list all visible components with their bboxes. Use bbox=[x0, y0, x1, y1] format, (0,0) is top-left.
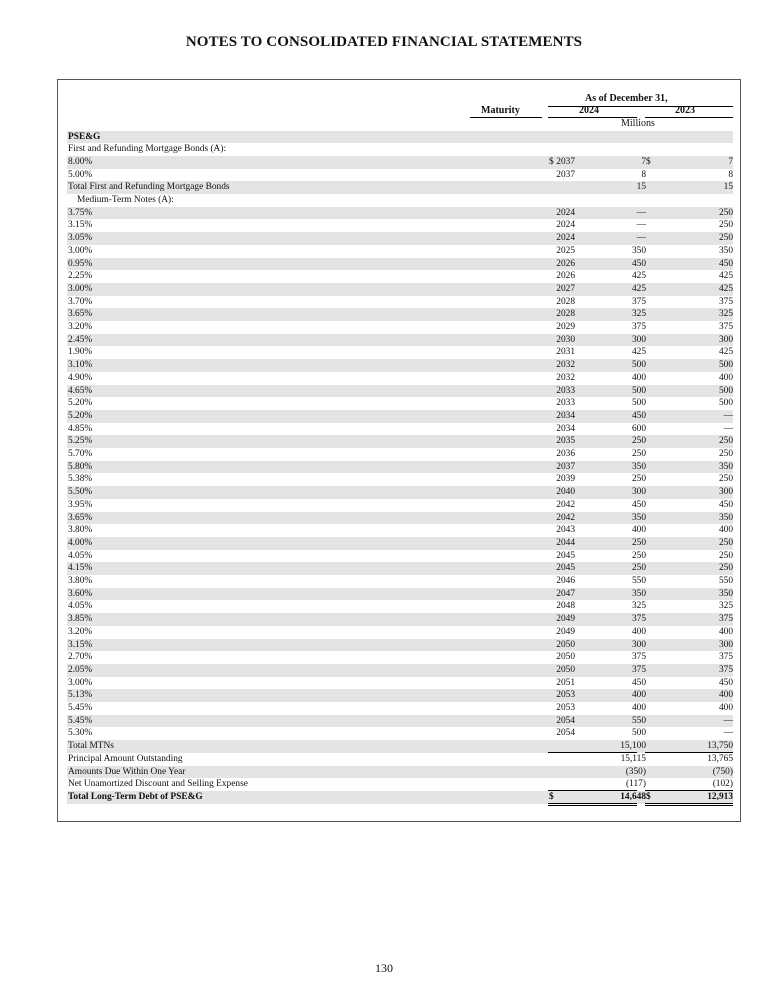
table-row bbox=[67, 181, 733, 194]
value-2023: — bbox=[723, 715, 733, 726]
value-2024: 550 bbox=[631, 576, 646, 586]
table-row bbox=[67, 131, 733, 144]
table-row bbox=[67, 207, 733, 220]
value-2024: — bbox=[636, 233, 646, 244]
row-label: 3.60% bbox=[68, 588, 93, 599]
value-2024: 400 bbox=[631, 372, 646, 383]
table-row bbox=[67, 334, 733, 347]
table-row bbox=[67, 588, 733, 601]
value-2023: 300 bbox=[718, 334, 733, 345]
value-2024: 500 bbox=[631, 385, 646, 396]
table-row bbox=[67, 473, 733, 486]
table-row bbox=[67, 486, 733, 499]
maturity-cell: 2032 bbox=[556, 372, 575, 383]
row-label: 2.45% bbox=[68, 334, 93, 345]
maturity-cell: 2035 bbox=[556, 436, 575, 447]
value-2023: 15 bbox=[723, 182, 733, 193]
value-2023: 325 bbox=[718, 309, 733, 320]
value-2023: — bbox=[723, 728, 733, 739]
double-underline bbox=[645, 803, 733, 806]
maturity-cell: 2042 bbox=[556, 499, 575, 510]
table-row bbox=[67, 575, 733, 588]
header-units: Millions bbox=[621, 118, 655, 129]
value-2024: 15 bbox=[636, 182, 646, 193]
row-label: 5.00% bbox=[68, 169, 93, 180]
row-label: Net Unamortized Discount and Selling Expense bbox=[68, 779, 248, 790]
table-row bbox=[67, 448, 733, 461]
value-2023: 450 bbox=[718, 677, 733, 688]
row-label: 3.75% bbox=[68, 207, 93, 218]
maturity-cell: 2050 bbox=[556, 652, 575, 663]
maturity-cell: 2045 bbox=[556, 563, 575, 574]
table-row bbox=[67, 740, 733, 753]
table-row bbox=[67, 245, 733, 258]
value-2023: 13,765 bbox=[707, 753, 733, 764]
value-2024: 500 bbox=[631, 398, 646, 409]
value-2023: 250 bbox=[718, 537, 733, 548]
row-label: Principal Amount Outstanding bbox=[68, 753, 183, 764]
value-2023: 375 bbox=[718, 614, 733, 625]
header-as-of-rule bbox=[548, 106, 733, 107]
header-maturity-rule bbox=[470, 117, 542, 118]
maturity-cell: 2034 bbox=[556, 423, 575, 434]
row-label: 3.05% bbox=[68, 233, 93, 244]
value-2023: 250 bbox=[718, 233, 733, 244]
value-2023: (102) bbox=[712, 779, 733, 790]
row-label: 3.20% bbox=[68, 322, 93, 332]
row-label: 5.45% bbox=[68, 703, 93, 713]
table-row bbox=[67, 664, 733, 677]
row-label: Total Long-Term Debt of PSE&G bbox=[68, 791, 203, 802]
value-2023: 13,750 bbox=[707, 741, 733, 752]
value-2023: 500 bbox=[718, 385, 733, 396]
table-row bbox=[67, 639, 733, 652]
value-2023: — bbox=[723, 410, 733, 421]
maturity-cell: 2047 bbox=[556, 588, 575, 599]
value-2024: 500 bbox=[631, 360, 646, 371]
row-label: 4.00% bbox=[68, 537, 93, 548]
maturity-cell: 2053 bbox=[556, 703, 575, 713]
row-label: 0.95% bbox=[68, 258, 93, 269]
value-2023: 400 bbox=[718, 690, 733, 701]
row-label: 5.70% bbox=[68, 449, 93, 459]
value-2024: 450 bbox=[631, 258, 646, 269]
row-label: 3.65% bbox=[68, 512, 93, 523]
row-label: 5.13% bbox=[68, 690, 93, 701]
value-2023: 500 bbox=[718, 398, 733, 409]
table-row bbox=[67, 677, 733, 690]
table-row bbox=[67, 715, 733, 728]
maturity-cell: 2046 bbox=[556, 576, 575, 586]
table-row bbox=[67, 778, 733, 791]
table-row bbox=[67, 791, 733, 804]
maturity-cell: 2045 bbox=[556, 550, 575, 561]
value-2023: 250 bbox=[718, 449, 733, 459]
row-label: 3.65% bbox=[68, 309, 93, 320]
row-label: 4.15% bbox=[68, 563, 93, 574]
maturity-cell: 2048 bbox=[556, 601, 575, 612]
value-2024: 250 bbox=[631, 563, 646, 574]
table-row bbox=[67, 397, 733, 410]
table-row bbox=[67, 651, 733, 664]
maturity-cell: 2037 bbox=[556, 461, 575, 472]
value-2023: 500 bbox=[718, 360, 733, 371]
value-2024: 425 bbox=[631, 347, 646, 358]
row-label: 3.00% bbox=[68, 677, 93, 688]
value-2024: 425 bbox=[631, 271, 646, 282]
row-label: 5.80% bbox=[68, 461, 93, 472]
maturity-cell: 2049 bbox=[556, 614, 575, 625]
maturity-cell: 2051 bbox=[556, 677, 575, 688]
value-2023: 375 bbox=[718, 652, 733, 663]
value-2024: 550 bbox=[631, 715, 646, 726]
row-label: First and Refunding Mortgage Bonds (A): bbox=[68, 144, 227, 155]
table-row bbox=[67, 219, 733, 232]
value-2024: 350 bbox=[631, 512, 646, 523]
table-row bbox=[67, 346, 733, 359]
maturity-cell: 2050 bbox=[556, 639, 575, 650]
value-2023: 250 bbox=[718, 220, 733, 231]
value-2024: 400 bbox=[631, 626, 646, 637]
maturity-cell: 2026 bbox=[556, 258, 575, 269]
value-2024: 375 bbox=[631, 322, 646, 332]
value-2024: 400 bbox=[631, 703, 646, 713]
dollar-sign-2024: $ bbox=[549, 156, 554, 167]
table-row bbox=[67, 550, 733, 563]
row-label: 4.05% bbox=[68, 601, 93, 612]
value-2023: 375 bbox=[718, 296, 733, 307]
maturity-cell: 2053 bbox=[556, 690, 575, 701]
maturity-cell: 2050 bbox=[556, 664, 575, 675]
table-row bbox=[67, 512, 733, 525]
maturity-cell: 2028 bbox=[556, 296, 575, 307]
dollar-sign-2023: $ bbox=[646, 156, 651, 167]
row-label: 4.65% bbox=[68, 385, 93, 396]
row-label: 4.90% bbox=[68, 372, 93, 383]
maturity-cell: 2037 bbox=[556, 169, 575, 180]
value-2024: 375 bbox=[631, 664, 646, 675]
table-row bbox=[67, 232, 733, 245]
header-year-2023: 2023 bbox=[675, 105, 695, 116]
value-2023: 450 bbox=[718, 499, 733, 510]
row-label: Medium-Term Notes (A): bbox=[77, 195, 174, 205]
row-label: Total First and Refunding Mortgage Bonds bbox=[68, 182, 230, 193]
value-2023: 450 bbox=[718, 258, 733, 269]
row-label: 4.05% bbox=[68, 550, 93, 561]
value-2024: 500 bbox=[631, 728, 646, 739]
header-year-2024: 2024 bbox=[579, 105, 599, 116]
maturity-cell: 2034 bbox=[556, 410, 575, 421]
value-2024: 325 bbox=[631, 601, 646, 612]
value-2024: 250 bbox=[631, 537, 646, 548]
maturity-cell: 2026 bbox=[556, 271, 575, 282]
maturity-cell: 2044 bbox=[556, 537, 575, 548]
value-2024: — bbox=[636, 220, 646, 231]
value-2023: 250 bbox=[718, 436, 733, 447]
value-2023: 425 bbox=[718, 271, 733, 282]
table-row bbox=[67, 258, 733, 271]
value-2023: 400 bbox=[718, 372, 733, 383]
value-2024: 15,115 bbox=[620, 753, 646, 764]
table-row bbox=[67, 410, 733, 423]
maturity-cell: 2054 bbox=[556, 715, 575, 726]
maturity-cell: 2049 bbox=[556, 626, 575, 637]
value-2024: 8 bbox=[641, 169, 646, 180]
table-row bbox=[67, 270, 733, 283]
value-2024: 15,100 bbox=[620, 741, 646, 752]
row-label: 2.25% bbox=[68, 271, 93, 282]
value-2023: 350 bbox=[718, 461, 733, 472]
table-row bbox=[67, 702, 733, 715]
value-2024: 350 bbox=[631, 245, 646, 256]
row-label: Amounts Due Within One Year bbox=[68, 766, 186, 777]
table-row bbox=[67, 753, 733, 766]
row-label: 1.90% bbox=[68, 347, 93, 358]
value-2023: 375 bbox=[718, 664, 733, 675]
value-2023: 300 bbox=[718, 487, 733, 498]
value-2024: 325 bbox=[631, 309, 646, 320]
value-2024: 425 bbox=[631, 283, 646, 294]
value-2023: 325 bbox=[718, 601, 733, 612]
maturity-cell: 2024 bbox=[556, 207, 575, 218]
value-2024: 450 bbox=[631, 499, 646, 510]
row-label: 5.50% bbox=[68, 487, 93, 498]
row-label: Total MTNs bbox=[68, 741, 114, 752]
maturity-cell: 2024 bbox=[556, 220, 575, 231]
row-label: 3.20% bbox=[68, 626, 93, 637]
value-2024: (350) bbox=[625, 766, 646, 777]
maturity-cell: 2024 bbox=[556, 233, 575, 244]
value-2024: 14,648 bbox=[620, 791, 646, 802]
maturity-cell: 2042 bbox=[556, 512, 575, 523]
value-2024: — bbox=[636, 207, 646, 218]
row-label: 3.15% bbox=[68, 220, 93, 231]
table-row bbox=[67, 423, 733, 436]
value-2024: 300 bbox=[631, 487, 646, 498]
value-2023: 375 bbox=[718, 322, 733, 332]
table-row bbox=[67, 283, 733, 296]
row-label: PSE&G bbox=[68, 131, 101, 142]
value-2024: 375 bbox=[631, 296, 646, 307]
maturity-cell: 2037 bbox=[556, 156, 575, 167]
value-2024: 450 bbox=[631, 677, 646, 688]
value-2024: 250 bbox=[631, 436, 646, 447]
row-label: 2.70% bbox=[68, 652, 93, 663]
value-2023: 300 bbox=[718, 639, 733, 650]
table-row bbox=[67, 156, 733, 169]
row-label: 3.80% bbox=[68, 525, 93, 536]
row-label: 3.00% bbox=[68, 283, 93, 294]
value-2024: 600 bbox=[631, 423, 646, 434]
value-2023: 7 bbox=[728, 156, 733, 167]
row-label: 3.80% bbox=[68, 576, 93, 586]
table-row bbox=[67, 308, 733, 321]
maturity-cell: 2040 bbox=[556, 487, 575, 498]
value-2023: 350 bbox=[718, 245, 733, 256]
row-label: 3.95% bbox=[68, 499, 93, 510]
maturity-cell: 2039 bbox=[556, 474, 575, 485]
table-row bbox=[67, 600, 733, 613]
value-2023: 250 bbox=[718, 550, 733, 561]
value-2023: 8 bbox=[728, 169, 733, 180]
value-2023: 350 bbox=[718, 512, 733, 523]
row-label: 3.85% bbox=[68, 614, 93, 625]
value-2024: 7 bbox=[641, 156, 646, 167]
value-2024: (117) bbox=[626, 779, 646, 790]
value-2024: 375 bbox=[631, 614, 646, 625]
page-title: NOTES TO CONSOLIDATED FINANCIAL STATEMENTS bbox=[185, 34, 583, 50]
table-row bbox=[67, 372, 733, 385]
table-row bbox=[67, 499, 733, 512]
value-2023: — bbox=[723, 423, 733, 434]
table-row bbox=[67, 562, 733, 575]
row-label: 4.85% bbox=[68, 423, 93, 434]
value-2024: 350 bbox=[631, 461, 646, 472]
page-number: 130 bbox=[375, 961, 393, 975]
value-2023: 250 bbox=[718, 207, 733, 218]
row-label: 5.20% bbox=[68, 410, 93, 421]
row-label: 5.38% bbox=[68, 474, 93, 485]
dollar-sign-2023: $ bbox=[646, 791, 651, 802]
maturity-cell: 2025 bbox=[556, 245, 575, 256]
value-2023: 350 bbox=[718, 588, 733, 599]
maturity-cell: 2036 bbox=[556, 449, 575, 459]
table-row bbox=[67, 169, 733, 182]
table-row bbox=[67, 537, 733, 550]
double-underline bbox=[548, 803, 637, 806]
table-row bbox=[67, 296, 733, 309]
value-2023: 250 bbox=[718, 474, 733, 485]
header-2023-rule bbox=[645, 117, 733, 118]
value-2024: 400 bbox=[631, 690, 646, 701]
maturity-cell: 2032 bbox=[556, 360, 575, 371]
row-label: 3.15% bbox=[68, 639, 93, 650]
value-2024: 350 bbox=[631, 588, 646, 599]
value-2024: 375 bbox=[631, 652, 646, 663]
header-as-of: As of December 31, bbox=[585, 93, 668, 104]
value-2024: 250 bbox=[631, 474, 646, 485]
table-row bbox=[67, 321, 733, 334]
value-2023: (750) bbox=[712, 766, 733, 777]
row-label: 3.70% bbox=[68, 296, 93, 307]
value-2023: 425 bbox=[718, 283, 733, 294]
value-2024: 250 bbox=[631, 550, 646, 561]
dollar-sign-2024: $ bbox=[549, 791, 554, 802]
maturity-cell: 2043 bbox=[556, 525, 575, 536]
row-label: 5.45% bbox=[68, 715, 93, 726]
table-row bbox=[67, 461, 733, 474]
row-label: 8.00% bbox=[68, 156, 93, 167]
row-label: 5.25% bbox=[68, 436, 93, 447]
table-row bbox=[67, 689, 733, 702]
table-row bbox=[67, 613, 733, 626]
maturity-cell: 2030 bbox=[556, 334, 575, 345]
value-2023: 12,913 bbox=[707, 791, 733, 802]
row-label: 3.10% bbox=[68, 360, 93, 371]
value-2024: 450 bbox=[631, 410, 646, 421]
value-2023: 400 bbox=[718, 626, 733, 637]
table-row bbox=[67, 359, 733, 372]
header-maturity: Maturity bbox=[481, 105, 520, 116]
value-2023: 550 bbox=[718, 576, 733, 586]
table-row bbox=[67, 385, 733, 398]
table-row bbox=[67, 194, 733, 207]
maturity-cell: 2027 bbox=[556, 283, 575, 294]
row-label: 3.00% bbox=[68, 245, 93, 256]
table-row bbox=[67, 626, 733, 639]
value-2024: 300 bbox=[631, 639, 646, 650]
maturity-cell: 2033 bbox=[556, 398, 575, 409]
value-2023: 250 bbox=[718, 563, 733, 574]
table-row bbox=[67, 727, 733, 740]
table-row bbox=[67, 435, 733, 448]
maturity-cell: 2029 bbox=[556, 322, 575, 332]
maturity-cell: 2054 bbox=[556, 728, 575, 739]
row-label: 2.05% bbox=[68, 664, 93, 675]
value-2023: 400 bbox=[718, 525, 733, 536]
table-row bbox=[67, 524, 733, 537]
value-2024: 250 bbox=[631, 449, 646, 459]
value-2024: 400 bbox=[631, 525, 646, 536]
table-row bbox=[67, 766, 733, 779]
value-2023: 400 bbox=[718, 703, 733, 713]
value-2023: 425 bbox=[718, 347, 733, 358]
row-label: 5.20% bbox=[68, 398, 93, 409]
maturity-cell: 2033 bbox=[556, 385, 575, 396]
table-row bbox=[67, 143, 733, 156]
row-label: 5.30% bbox=[68, 728, 93, 739]
maturity-cell: 2028 bbox=[556, 309, 575, 320]
value-2024: 300 bbox=[631, 334, 646, 345]
maturity-cell: 2031 bbox=[556, 347, 575, 358]
